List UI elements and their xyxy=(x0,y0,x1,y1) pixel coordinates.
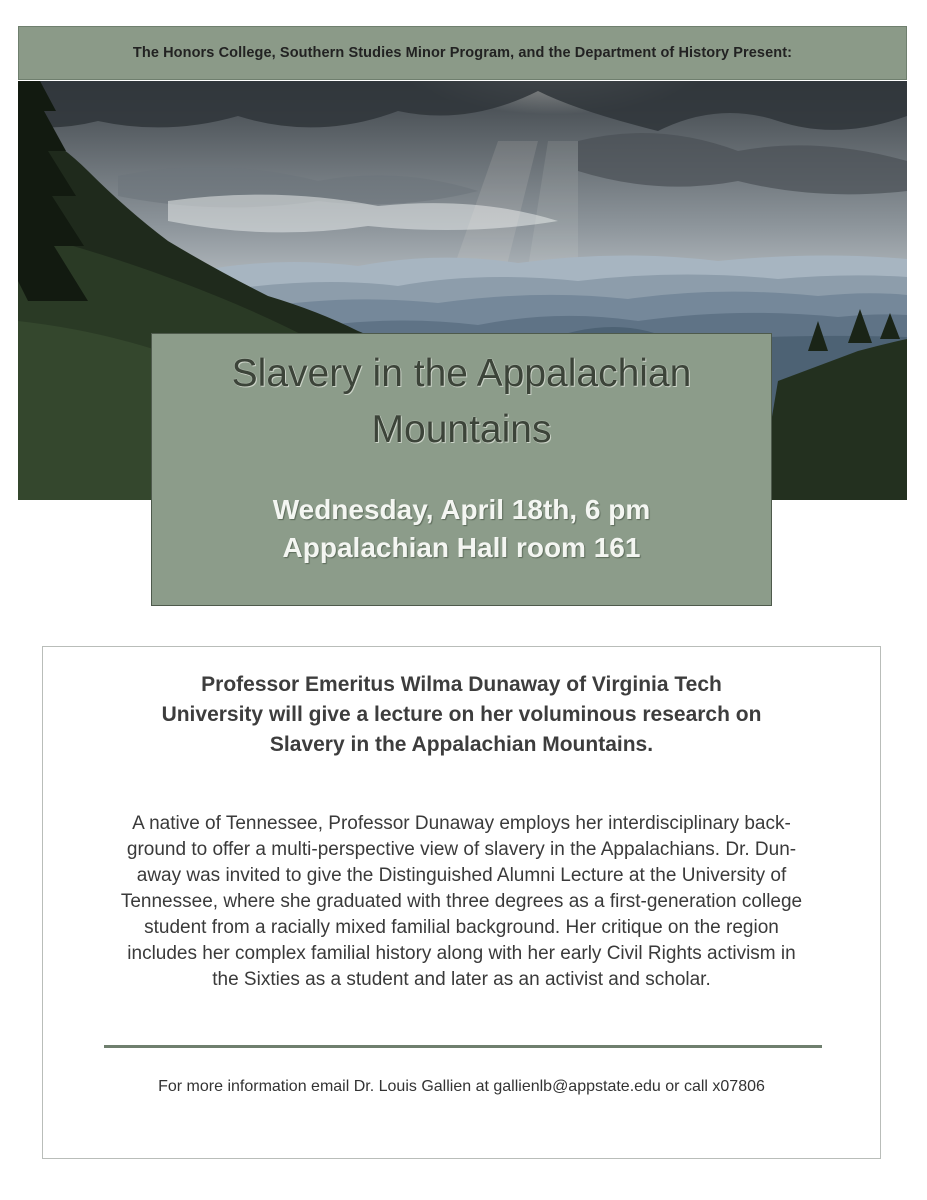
bio-line: ground to offer a multi-perspective view of slavery in the Appalachians. Dr. Dun- xyxy=(126,839,797,860)
bio-line: Tennessee, where she graduated with three degrees as a first-generation college xyxy=(120,891,803,912)
event-date-time: Wednesday, April 18th, 6 pm xyxy=(272,494,651,525)
bio-line: A native of Tennessee, Professor Dunaway employs her interdisciplinary back- xyxy=(132,813,791,834)
divider xyxy=(104,1045,822,1048)
lecture-details-box xyxy=(42,646,881,1159)
speaker-bio xyxy=(51,811,872,993)
event-location: Appalachian Hall room 161 xyxy=(282,532,641,563)
lecture-lead xyxy=(43,670,880,760)
presenters-text: The Honors College, Southern Studies Minor Program, and the Department of History Present: xyxy=(132,45,793,61)
bio-line: includes her complex familial history along with her early Civil Rights activism in xyxy=(127,943,796,964)
bio-line: student from a racially mixed familial background. Her critique on the region xyxy=(144,917,779,938)
event-title-line-1: Slavery in the Appalachian xyxy=(231,352,692,395)
lead-line: University will give a lecture on her voluminous research on xyxy=(161,703,762,726)
event-title-panel xyxy=(151,333,772,606)
bio-line: the Sixties as a student and later as an activist and scholar. xyxy=(212,969,711,990)
lead-line: Professor Emeritus Wilma Dunaway of Virginia Tech xyxy=(201,673,722,696)
contact-info: For more information email Dr. Louis Gallien at gallienlb@appstate.edu or call x07806 xyxy=(158,1078,765,1095)
bio-line: away was invited to give the Distinguished Alumni Lecture at the University of xyxy=(136,865,787,886)
event-title-line-2: Mountains xyxy=(371,408,552,451)
lead-line: Slavery in the Appalachian Mountains. xyxy=(269,733,654,756)
top-banner xyxy=(18,26,907,80)
